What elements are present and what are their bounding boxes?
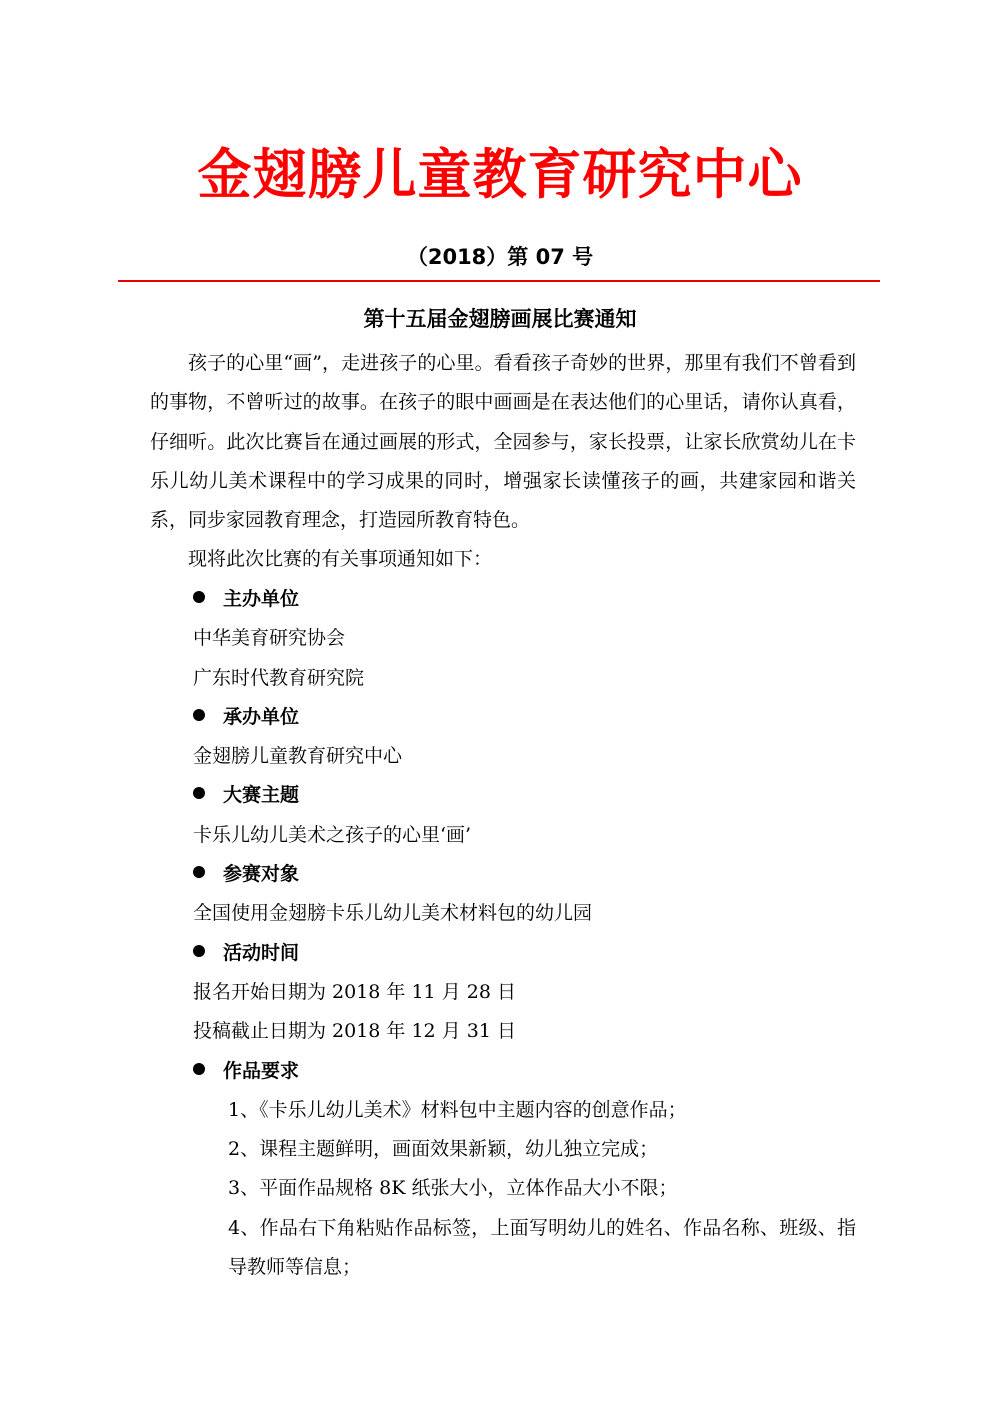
organizer-line: 中华美育研究协会 — [193, 627, 346, 650]
section-heading-participants — [150, 855, 856, 894]
intro-paragraph: 孩子的心里“画”，走进孩子的心里。看看孩子奇妙的世界，那里有我们不曾看到的事物，不曾听过的故事。在孩子的眼中画画是在表达他们的心里话，请你认真看，仔细听。此次比赛旨在通过画展的形式，全园参与，家长投票，让家长欣赏幼儿在卡乐儿幼儿美术课程中的学习成果的同时，增强家长读懂孩子的画，共建家园和谐关系，同步家园教育理念，打造园所教育特色。 — [150, 352, 856, 532]
theme-line: 卡乐儿幼儿美术之孩子的心里‘画’ — [193, 823, 472, 846]
bullet-icon — [193, 866, 205, 878]
bullet-icon — [193, 787, 205, 799]
section-heading-organizer — [150, 580, 856, 619]
section-heading-text: 大赛主题 — [223, 784, 300, 807]
organizer-line: 广东时代教育研究院 — [193, 666, 365, 689]
participants-line: 全国使用金翅膀卡乐儿幼儿美术材料包的幼儿园 — [193, 902, 593, 925]
section-heading-text: 主办单位 — [223, 588, 300, 610]
section-heading-text: 参赛对象 — [223, 863, 300, 886]
red-divider-line — [118, 280, 880, 282]
schedule-line: 报名开始日期为 2018 年 11 月 28 日 — [193, 980, 516, 1003]
bullet-icon — [193, 1063, 205, 1075]
intro-lead-in: 现将此次比赛的有关事项通知如下： — [188, 548, 493, 571]
notice-title: 第十五届金翅膀画展比赛通知 — [363, 307, 637, 331]
notice-sections — [150, 580, 856, 1287]
schedule-line: 投稿截止日期为 2018 年 12 月 31 日 — [193, 1020, 516, 1043]
organization-title: 金翅膀儿童教育研究中心 — [197, 143, 803, 206]
bullet-icon — [193, 591, 205, 603]
requirement-item: 2、课程主题鲜明，画面效果新颖，幼儿独立完成； — [228, 1138, 659, 1161]
bullet-icon — [193, 709, 205, 721]
bullet-icon — [193, 945, 205, 957]
requirement-item: 4、作品右下角粘贴作品标签，上面写明幼儿的姓名、作品名称、班级、指导教师等信息； — [228, 1216, 856, 1279]
requirement-item: 1、《卡乐儿幼儿美术》材料包中主题内容的创意作品； — [228, 1098, 687, 1121]
document-number: （2018）第 07 号 — [406, 245, 594, 269]
host-line: 金翅膀儿童教育研究中心 — [193, 745, 403, 768]
section-heading-requirements — [150, 1052, 856, 1091]
section-heading-schedule — [150, 934, 856, 973]
section-heading-text: 作品要求 — [223, 1059, 300, 1082]
section-heading-theme — [150, 776, 856, 815]
requirement-item: 3、平面作品规格 8K 纸张大小，立体作品大小不限； — [228, 1177, 678, 1200]
section-heading-text: 承办单位 — [223, 705, 300, 728]
intro-body — [150, 344, 856, 580]
section-heading-host — [150, 698, 856, 737]
section-heading-text: 活动时间 — [223, 941, 300, 964]
